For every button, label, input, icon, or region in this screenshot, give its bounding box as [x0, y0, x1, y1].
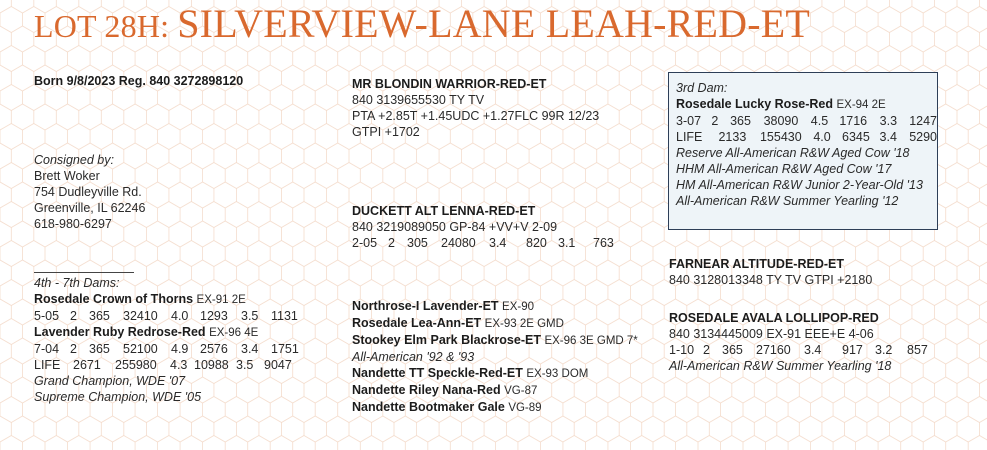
consigner-phone: 618-980-6297: [34, 217, 112, 231]
record-cell: 3.1: [558, 236, 576, 250]
record-cell: 2: [70, 309, 77, 323]
record-cell: 6345: [842, 130, 870, 144]
dam-4-score: EX-91 2E: [196, 294, 246, 306]
family-line: [352, 315, 638, 332]
family-honor: All-American '92 & '93: [352, 350, 475, 364]
record-cell: 1-10: [669, 343, 695, 357]
record-cell: LIFE: [676, 130, 703, 144]
record-cell: 365: [89, 342, 110, 356]
honor-line: Supreme Champion, WDE '05: [34, 390, 202, 404]
family-line: [352, 365, 638, 382]
record-cell: 4.0: [813, 130, 831, 144]
sire-reg: 840 3139655530 TY TV: [352, 93, 485, 107]
granddam-name: ROSEDALE AVALA LOLLIPOP-RED: [669, 311, 879, 325]
dams-4-7-block: [34, 266, 299, 405]
consigner-name: Brett Woker: [34, 169, 100, 183]
ancestor-name: Nandette Riley Nana-Red: [352, 383, 501, 397]
consigner-city: Greenville, IL 62246: [34, 201, 146, 215]
family-line: [352, 332, 638, 349]
dam-4-record: [34, 308, 299, 324]
ancestor-score: VG-89: [508, 402, 542, 414]
honor-line: HM All-American R&W Junior 2-Year-Old '13: [676, 178, 923, 192]
ancestor-score: VG-87: [504, 385, 538, 397]
dam-5-line: [34, 324, 299, 341]
record-cell: 155430: [759, 130, 802, 144]
record-cell: 305: [407, 236, 428, 250]
dam-4-name: Rosedale Crown of Thorns: [34, 292, 194, 306]
record-cell: 2: [70, 342, 77, 356]
record-cell: 4.5: [810, 114, 829, 128]
record-cell: 3.3: [879, 114, 898, 128]
honor-line: Reserve All-American R&W Aged Cow '18: [676, 146, 910, 160]
record-cell: 2671: [73, 358, 101, 372]
dam-reg: 840 3219089050 GP-84 +VV+V 2-09: [352, 220, 558, 234]
record-cell: 7-04: [34, 342, 60, 356]
third-dam-lifetime: [676, 129, 937, 145]
record-cell: 365: [730, 114, 751, 128]
record-cell: 3.5: [241, 309, 259, 323]
record-cell: 820: [526, 236, 547, 250]
record-cell: 4.3: [170, 358, 188, 372]
third-dam-score: EX-94 2E: [836, 99, 886, 111]
record-cell: 3.4: [804, 343, 822, 357]
record-cell: 857: [907, 343, 928, 357]
granddam-reg: 840 3134445009 EX-91 EEE+E 4-06: [669, 327, 874, 341]
record-cell: 5290: [909, 130, 937, 144]
dam-5-score: EX-96 4E: [209, 327, 259, 339]
ancestor-score: EX-90: [502, 301, 535, 313]
born-reg-line: Born 9/8/2023 Reg. 840 3272898120: [34, 74, 244, 88]
sire-gtpi: GTPI +1702: [352, 125, 420, 139]
divider: [34, 272, 134, 273]
record-cell: 1716: [839, 114, 868, 128]
mgs-reg: 840 3128013348 TY TV GTPI +2180: [669, 273, 873, 287]
third-dam-line: [676, 96, 937, 113]
third-dam-box: [668, 72, 938, 230]
third-dam-label: 3rd Dam:: [676, 81, 728, 95]
record-cell: 52100: [123, 342, 158, 356]
record-cell: 32410: [123, 309, 158, 323]
ancestor-name: Rosedale Lea-Ann-ET: [352, 316, 482, 330]
ancestor-name: Northrose-I Lavender-ET: [352, 299, 499, 313]
sire-pta: PTA +2.85T +1.45UDC +1.27FLC 99R 12/23: [352, 109, 600, 123]
family-line: [352, 399, 638, 416]
granddam-block: [669, 310, 928, 374]
record-cell: 2-05: [352, 236, 378, 250]
record-cell: 2133: [718, 130, 747, 144]
record-cell: 5-05: [34, 309, 60, 323]
granddam-honor: All-American R&W Summer Yearling '18: [669, 359, 892, 373]
third-dam-name: Rosedale Lucky Rose-Red: [676, 97, 833, 111]
record-cell: 3.5: [236, 358, 254, 372]
record-cell: 24080: [441, 236, 476, 250]
record-cell: 365: [89, 309, 110, 323]
consigner-address: 754 Dudleyville Rd.: [34, 185, 142, 199]
record-cell: 255980: [115, 358, 157, 372]
dam-name: DUCKETT ALT LENNA-RED-ET: [352, 204, 536, 218]
granddam-record: [669, 342, 928, 358]
record-cell: 4.0: [171, 309, 189, 323]
record-cell: LIFE: [34, 358, 61, 372]
sire-name: MR BLONDIN WARRIOR-RED-ET: [352, 77, 547, 91]
honor-line: All-American R&W Summer Yearling '12: [676, 194, 899, 208]
record-cell: 3-07: [676, 114, 702, 128]
consigner-block: [34, 152, 145, 232]
family-line: [352, 382, 638, 399]
ancestor-score: EX-93 2E GMD: [484, 318, 564, 330]
record-cell: 2: [388, 236, 395, 250]
dam-4-line: [34, 291, 299, 308]
record-cell: 1247: [909, 114, 937, 128]
family-line: [352, 298, 638, 315]
record-cell: 3.2: [875, 343, 893, 357]
dams-4-7-label: 4th - 7th Dams:: [34, 276, 120, 290]
record-cell: 3.4: [879, 130, 897, 144]
record-cell: 2: [711, 114, 719, 128]
ancestor-name: Nandette TT Speckle-Red-ET: [352, 366, 523, 380]
record-cell: 365: [722, 343, 743, 357]
record-cell: 917: [842, 343, 863, 357]
record-cell: 1751: [271, 342, 299, 356]
record-cell: 1293: [200, 309, 228, 323]
mgs-block: [669, 256, 872, 288]
dam-5-name: Lavender Ruby Redrose-Red: [34, 325, 206, 339]
honor-line: Grand Champion, WDE '07: [34, 374, 186, 388]
record-cell: 2: [703, 343, 710, 357]
lot-title: [34, 1, 811, 46]
dam-record: [352, 235, 614, 251]
mgs-name: FARNEAR ALTITUDE-RED-ET: [669, 257, 844, 271]
dam-block: [352, 203, 614, 251]
honor-line: HHM All-American R&W Aged Cow '17: [676, 162, 892, 176]
record-cell: 9047: [264, 358, 292, 372]
family-block: [352, 298, 638, 416]
record-cell: 3.4: [489, 236, 507, 250]
record-cell: 4.9: [171, 342, 189, 356]
ancestor-name: Stookey Elm Park Blackrose-ET: [352, 333, 541, 347]
record-cell: 38090: [763, 114, 799, 128]
record-cell: 27160: [756, 343, 791, 357]
dam-5-lifetime: [34, 357, 299, 373]
sire-block: [352, 76, 599, 140]
ancestor-score: EX-93 DOM: [526, 368, 589, 380]
record-cell: 763: [593, 236, 614, 250]
record-cell: 10988: [194, 358, 229, 372]
third-dam-record: [676, 113, 937, 129]
ancestor-name: Nandette Bootmaker Gale: [352, 400, 505, 414]
consigned-by-label: Consigned by:: [34, 153, 114, 167]
record-cell: 3.4: [241, 342, 259, 356]
dam-5-record: [34, 341, 299, 357]
animal-name: SILVERVIEW-LANE LEAH-RED-ET: [177, 1, 811, 46]
record-cell: 2576: [200, 342, 228, 356]
birth-registration: [34, 73, 243, 89]
record-cell: 1131: [271, 309, 298, 323]
ancestor-score: EX-96 3E GMD 7*: [544, 335, 638, 347]
lot-number: LOT 28H:: [34, 8, 170, 44]
